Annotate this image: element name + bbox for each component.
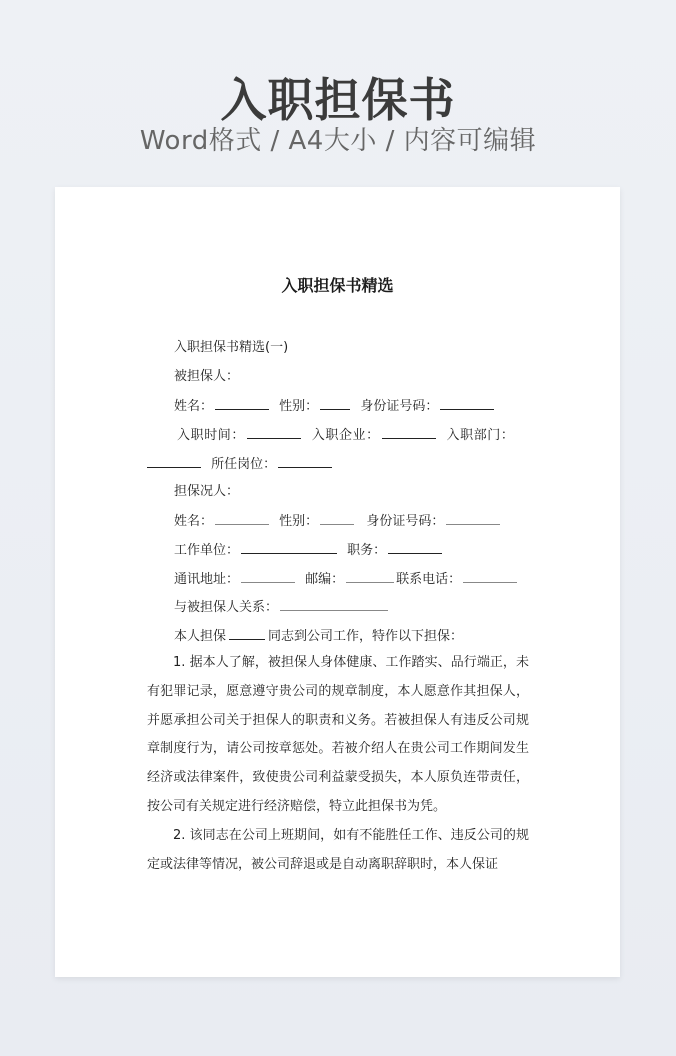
relation-blank[interactable] xyxy=(280,598,388,611)
clause-1: 1. 据本人了解，被担保人身体健康、工作踏实、品行端正，未有犯罪记录，愿意遵守贵公司的规章制度，本人愿意作其担保人，并愿承担公司关于担保人的职责和义务。若被担保人有违反公司规章制度行为，请公司按章惩处。若被介绍人在贵公司工作期间发生经济或法律案件，致使贵公司利益蒙受损失，本人原负连带责任，按公司有关规定进行经济赔偿，特立此担保书为凭。 xyxy=(147,655,529,814)
entry-company-blank[interactable] xyxy=(382,426,436,439)
field-label: 联系电话： xyxy=(396,572,462,587)
guaranteed-row-1 xyxy=(174,397,496,416)
address-blank[interactable] xyxy=(241,570,295,583)
job-blank[interactable] xyxy=(388,541,442,554)
gender-blank[interactable] xyxy=(320,397,350,410)
guarantor-label: 担保况人： xyxy=(174,484,240,499)
guarantor-id-blank[interactable] xyxy=(446,512,500,525)
field-label: 姓名： xyxy=(174,514,214,529)
page-subtitle: Word格式 / A4大小 / 内容可编辑 xyxy=(139,126,537,156)
field-label: 姓名： xyxy=(174,399,214,414)
field-label: 所任岗位： xyxy=(211,457,277,472)
field-label: 身份证号码： xyxy=(360,399,439,414)
guaranteed-row-2 xyxy=(177,426,515,445)
postcode-blank[interactable] xyxy=(346,570,394,583)
field-label: 入职企业： xyxy=(311,428,380,443)
entry-dept-blank[interactable] xyxy=(147,455,201,468)
guarantor-row-2 xyxy=(174,541,444,560)
field-label: 职务： xyxy=(347,543,387,558)
id-blank[interactable] xyxy=(440,397,494,410)
page-title: 入职担保书 xyxy=(220,73,456,127)
document-page xyxy=(55,187,620,977)
section-heading: 入职担保书精选(一) xyxy=(174,340,289,355)
position-blank[interactable] xyxy=(278,455,332,468)
clause-2: 2. 该同志在公司上班期间，如有不能胜任工作、违反公司的规定或法律等情况，被公司辞退或是自动离职辞职时，本人保证 xyxy=(147,828,529,872)
field-label: 性别： xyxy=(279,514,319,529)
field-label: 邮编： xyxy=(305,572,345,587)
employer-blank[interactable] xyxy=(241,541,337,554)
field-label: 入职时间： xyxy=(177,428,246,443)
field-label: 入职部门： xyxy=(446,428,515,443)
guarantor-gender-blank[interactable] xyxy=(320,512,354,525)
field-label: 通讯地址： xyxy=(174,572,240,587)
name-blank[interactable] xyxy=(215,397,269,410)
statement-suffix: 同志到公司工作，特作以下担保： xyxy=(268,629,464,644)
field-label: 性别： xyxy=(279,399,319,414)
document-title: 入职担保书精选 xyxy=(281,276,394,295)
guarantor-row-1 xyxy=(174,512,502,531)
guaranteed-row-3 xyxy=(147,455,334,474)
entry-time-blank[interactable] xyxy=(247,426,301,439)
statement-line xyxy=(174,627,463,646)
guarantor-name-blank[interactable] xyxy=(215,512,269,525)
guarantor-row-4 xyxy=(174,598,390,617)
statement-prefix: 本人担保 xyxy=(174,629,227,644)
statement-name-blank[interactable] xyxy=(229,627,265,640)
guaranteed-label: 被担保人： xyxy=(174,369,240,384)
field-label: 工作单位： xyxy=(174,543,240,558)
phone-blank[interactable] xyxy=(463,570,517,583)
guarantor-row-3 xyxy=(174,570,519,589)
field-label: 与被担保人关系： xyxy=(174,600,279,615)
field-label: 身份证号码： xyxy=(366,514,445,529)
